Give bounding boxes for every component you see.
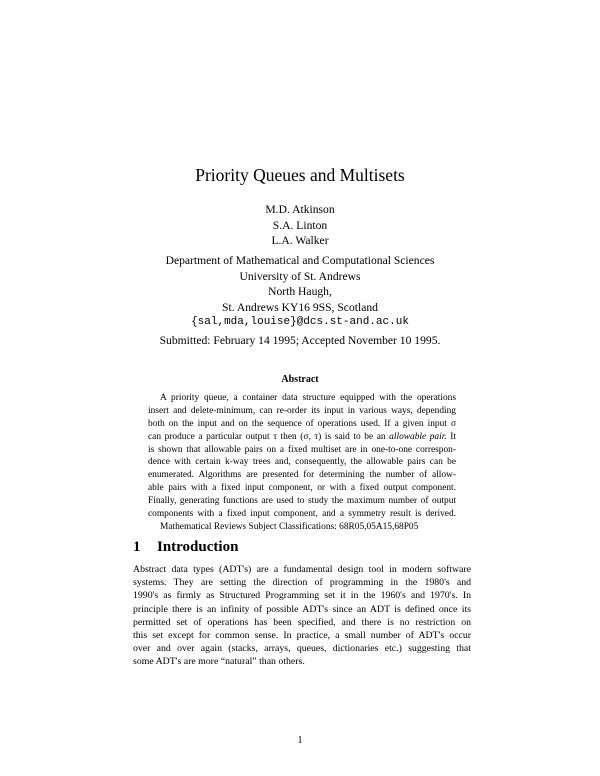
abstract-line: enumerated. Algorithms are presented for determining the number of allow-: [148, 470, 456, 481]
author-name: S.A. Linton: [272, 218, 328, 232]
page-number: 1: [297, 735, 303, 746]
abstract-line-text: It: [446, 431, 456, 442]
section-number: 1: [133, 539, 141, 555]
abstract-line: [148, 431, 456, 444]
body-line: permitted set of operations has been specified, and there is no restriction on: [133, 616, 471, 628]
abstract-line: able pairs with a fixed input component, or with a fixed output component.: [148, 483, 456, 494]
section-body: [133, 563, 471, 669]
author-name: L.A. Walker: [271, 234, 329, 247]
abstract-line: both on the input and on the sequence of operations used. If a given input σ: [148, 418, 456, 429]
abstract-line: components with a fixed input component, and a symmetry result is derived.: [148, 509, 456, 520]
body-line: this set except for common sense. In practice, a small number of ADT's occur: [133, 629, 471, 641]
affiliation-street: North Haugh,: [268, 285, 332, 299]
affiliation-email: {sal,mda,louise}@dcs.st-and.ac.uk: [191, 316, 409, 329]
affiliation-department: Department of Mathematical and Computational Sciences: [165, 254, 435, 267]
affiliation-university: University of St. Andrews: [239, 269, 361, 283]
abstract-msc: Mathematical Reviews Subject Classifications: 68R05,05A15,68P05: [160, 521, 419, 532]
abstract-line: insert and delete-minimum, can re-order its input in various ways, depending: [148, 405, 456, 416]
abstract-body: [148, 392, 456, 534]
section-heading: [133, 537, 238, 557]
abstract-line: is shown that allowable pairs on a fixed multiset are in one-to-one correspon-: [148, 444, 456, 455]
abstract-heading: Abstract: [281, 374, 319, 385]
body-line: principle there is an infinity of possible ADT's since an ADT is defined once its: [133, 603, 471, 615]
body-line: 1990's as firmly as Structured Programming set it in the 1960's and 1970's. In: [133, 590, 471, 602]
abstract-line: dence with certain k-way trees and, consequently, the allowable pairs can be: [148, 457, 456, 468]
paper-title: Priority Queues and Multisets: [195, 165, 405, 185]
affiliation-city: St. Andrews KY16 9SS, Scotland: [222, 300, 378, 314]
body-line: Abstract data types (ADT's) are a fundamental design tool in modern software: [133, 564, 471, 575]
body-line: some ADT's are more “natural” than others.: [133, 656, 305, 668]
abstract-line: Finally, generating functions are used to study the maximum number of output: [148, 496, 456, 507]
affiliation: [0, 253, 600, 331]
abstract-line-text: can produce a particular output τ then (σ, τ) is said to be an: [148, 431, 390, 442]
submission-dates: Submitted: February 14 1995; Accepted November 10 1995.: [159, 334, 441, 347]
allowable-pair-term: allowable pair.: [389, 431, 447, 442]
author-name: M.D. Atkinson: [265, 203, 335, 216]
section-title: Introduction: [157, 539, 239, 555]
author-list: [0, 202, 600, 249]
body-line: systems. They are setting the direction of programming in the 1980's and: [133, 577, 471, 589]
abstract-line: A priority queue, a container data structure equipped with the operations: [160, 393, 456, 403]
body-line: over and over again (stacks, arrays, queues, dictionaries etc.) suggesting that: [133, 643, 471, 655]
